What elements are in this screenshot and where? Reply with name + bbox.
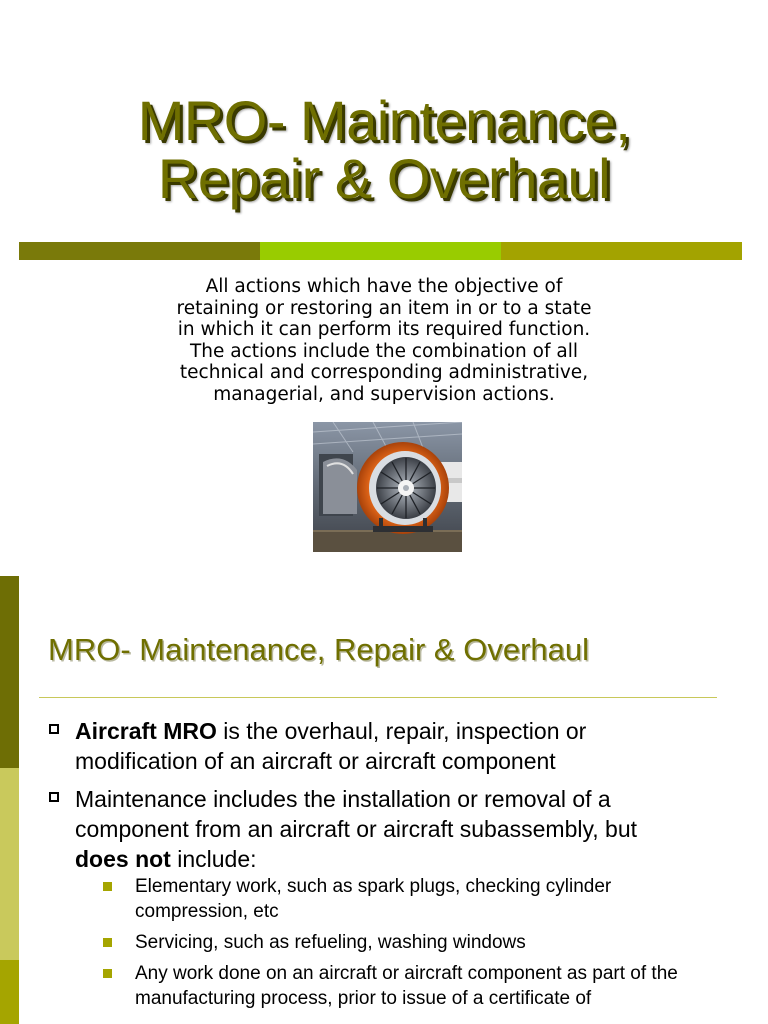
slide-2-title: MRO- Maintenance, Repair & Overhaul	[48, 632, 590, 667]
sub-bullet-list	[103, 874, 738, 1011]
sub-bullet-item	[103, 930, 738, 955]
bullet-list	[48, 716, 738, 1019]
title-underline	[39, 697, 717, 698]
filled-square-bullet-icon	[103, 969, 112, 978]
sub-bullet-line: manufacturing process, prior to issue of a certificate of	[135, 988, 592, 1009]
bullet-item	[48, 784, 738, 1011]
definition-line: retaining or restoring an item in or to a state	[176, 297, 592, 319]
sub-bullet-item	[103, 874, 738, 924]
hollow-square-bullet-icon	[49, 724, 59, 734]
bold-term: Aircraft MRO	[75, 718, 217, 744]
bold-term: does not	[75, 846, 171, 872]
slide-1-title	[0, 89, 768, 210]
filled-square-bullet-icon	[103, 882, 112, 891]
sidebar-accent-dark	[0, 576, 19, 768]
title-divider-dark	[19, 242, 260, 260]
bullet-line	[75, 844, 738, 874]
bullet-line	[75, 716, 738, 746]
definition-line: The actions include the combination of all	[189, 340, 578, 362]
definition-line: managerial, and supervision actions.	[213, 383, 555, 405]
definition-line: in which it can perform its required function.	[177, 319, 591, 340]
bullet-line: Maintenance includes the installation or removal of a	[75, 786, 611, 812]
sub-bullet-line: compression, etc	[135, 901, 279, 922]
bullet-line: modification of an aircraft or aircraft component	[75, 748, 556, 774]
slide-1-title-line: Repair & Overhaul	[157, 147, 611, 210]
jet-engine-photo	[313, 422, 462, 552]
sidebar-accent-olive	[0, 960, 19, 1024]
mro-definition	[84, 276, 684, 405]
bullet-text: include:	[170, 846, 257, 872]
sub-bullet-line: Servicing, such as refueling, washing windows	[135, 932, 526, 953]
bullet-text: is the overhaul, repair, inspection or	[216, 718, 587, 744]
sub-bullet-line: Elementary work, such as spark plugs, checking cylinder	[135, 876, 612, 897]
title-divider-lime	[260, 242, 501, 260]
title-divider-olive	[501, 242, 742, 260]
definition-line: All actions which have the objective of	[205, 276, 563, 297]
hollow-square-bullet-icon	[49, 792, 59, 802]
bullet-line: component from an aircraft or aircraft subassembly, but	[75, 816, 638, 842]
bullet-item	[48, 716, 738, 776]
sidebar-accent-light	[0, 768, 19, 960]
sub-bullet-item	[103, 961, 738, 1011]
definition-line: technical and corresponding administrative,	[179, 362, 589, 383]
sub-bullet-line: Any work done on an aircraft or aircraft component as part of the	[135, 963, 678, 984]
slide-2	[0, 576, 768, 1024]
filled-square-bullet-icon	[103, 938, 112, 947]
slide-1-title-line: MRO- Maintenance,	[137, 89, 631, 152]
